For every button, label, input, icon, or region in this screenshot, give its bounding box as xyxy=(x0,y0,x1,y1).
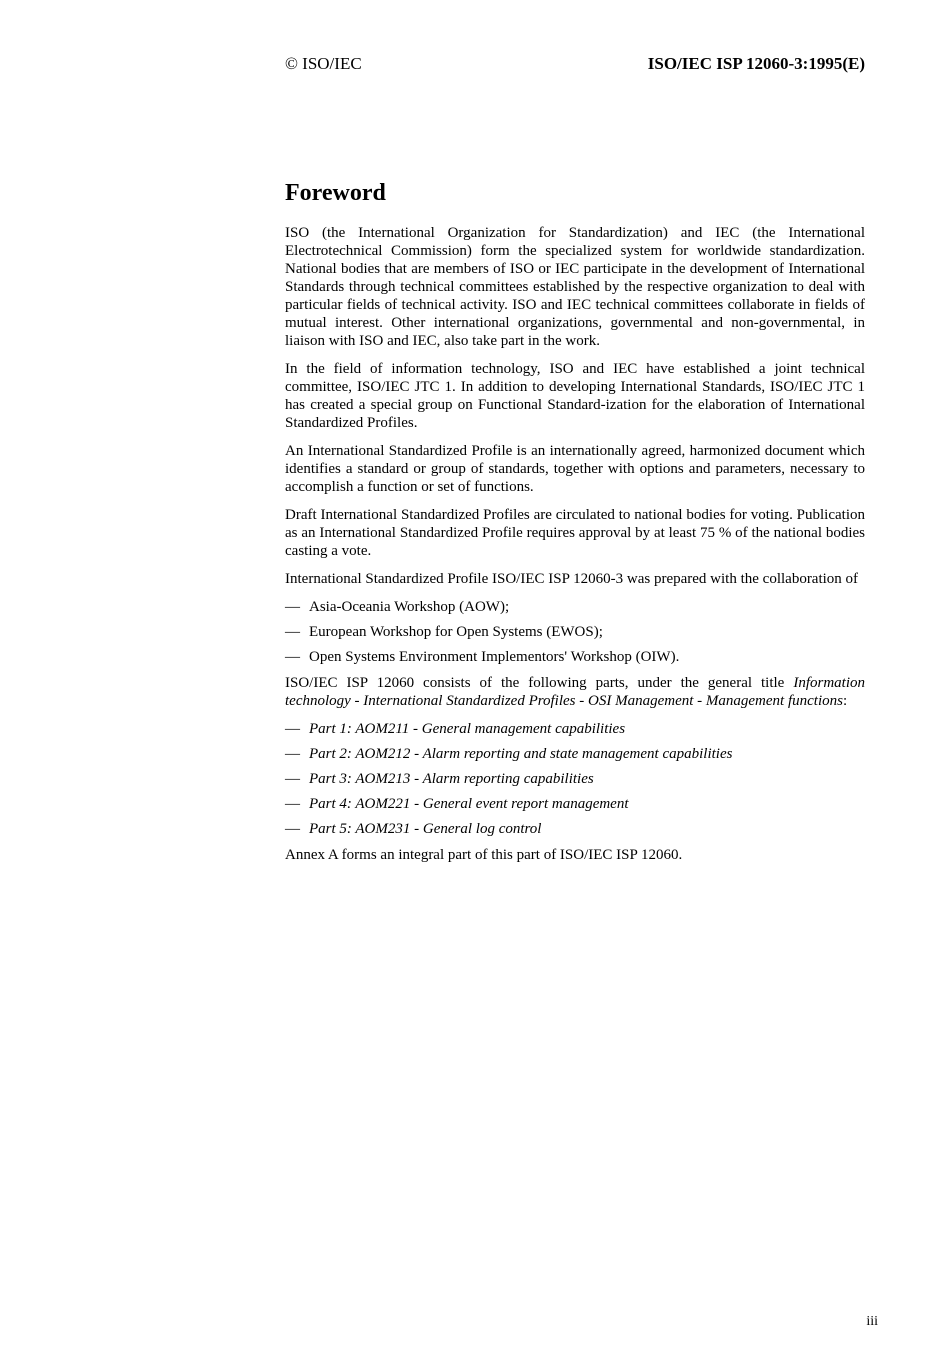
paragraph-jtc1: In the field of information technology, ISO and IEC have established a joint technical committee, ISO/IEC JTC 1. In addition to developing International Standards, ISO/IEC JTC 1 has created a special group on Functional Standard-ization for the elaboration of International Standardized Profiles. xyxy=(285,361,865,431)
dash-marker: — xyxy=(285,649,300,665)
paragraph-isp-definition: An International Standardized Profile is an internationally agreed, harmonized document which identifies a standard or group of standards, together with options and parameters, necessary to accomplish a function or set of functions. xyxy=(285,443,865,495)
list-item xyxy=(285,795,865,813)
header-document-id: ISO/IEC ISP 12060-3:1995(E) xyxy=(647,54,865,73)
foreword-section xyxy=(285,178,865,874)
part-item-text: Part 4: AOM221 - General event report management xyxy=(309,796,629,812)
dash-marker: — xyxy=(285,821,300,837)
list-item xyxy=(285,770,865,788)
part-item-text: Part 3: AOM213 - Alarm reporting capabilities xyxy=(309,771,594,787)
dash-marker: — xyxy=(285,771,300,787)
paragraph-annex-note: Annex A forms an integral part of this part of ISO/IEC ISP 12060. xyxy=(285,847,683,863)
dash-marker: — xyxy=(285,746,300,762)
general-title: Information technology - International Standardized Profiles - OSI Management - Management functions xyxy=(285,675,865,709)
list-item xyxy=(285,745,865,763)
page-title: Foreword xyxy=(285,180,386,206)
header-copyright: © ISO/IEC xyxy=(285,54,362,73)
list-item xyxy=(285,623,865,641)
dash-marker: — xyxy=(285,721,300,737)
dash-marker: — xyxy=(285,624,300,640)
parts-intro-prefix: ISO/IEC ISP 12060 consists of the following parts, under the general title xyxy=(285,675,794,691)
parts-intro-suffix: : xyxy=(842,693,848,709)
part-item-text: Part 2: AOM212 - Alarm reporting and state management capabilities xyxy=(309,746,733,762)
dash-marker: — xyxy=(285,599,300,615)
workshop-item-text: Asia-Oceania Workshop (AOW); xyxy=(309,599,510,615)
list-item xyxy=(285,820,865,838)
paragraph-draft-voting: Draft International Standardized Profiles are circulated to national bodies for voting. Publication as an International Standardized Profile requires approval by at least 75 % of the national bodies casting a vote. xyxy=(285,507,865,559)
paragraph-iso-iec-intro: ISO (the International Organization for Standardization) and IEC (the International Electrotechnical Commission) form the specialized system for worldwide standardization. National bodies that are members of ISO or IEC participate in the development of International Standards through technical committees established by the respective organization to deal with particular fields of technical activity. ISO and IEC technical committees collaborate in fields of mutual interest. Other international organizations, governmental and non-governmental, in liaison with ISO and IEC, also take part in the work. xyxy=(285,225,865,349)
part-item-text: Part 5: AOM231 - General log control xyxy=(309,821,542,837)
paragraph-parts-intro xyxy=(285,674,865,710)
list-item xyxy=(285,648,865,666)
paragraph-collaboration: International Standardized Profile ISO/IEC ISP 12060-3 was prepared with the collaboration of xyxy=(285,571,859,587)
list-item xyxy=(285,598,865,616)
workshop-item-text: European Workshop for Open Systems (EWOS); xyxy=(309,624,603,640)
part-item-text: Part 1: AOM211 - General management capabilities xyxy=(309,721,626,737)
list-item xyxy=(285,720,865,738)
page-number: iii xyxy=(866,1314,878,1329)
workshop-list xyxy=(285,598,865,666)
workshop-item-text: Open Systems Environment Implementors' Workshop (OIW). xyxy=(309,649,680,665)
dash-marker: — xyxy=(285,796,300,812)
parts-list xyxy=(285,720,865,838)
